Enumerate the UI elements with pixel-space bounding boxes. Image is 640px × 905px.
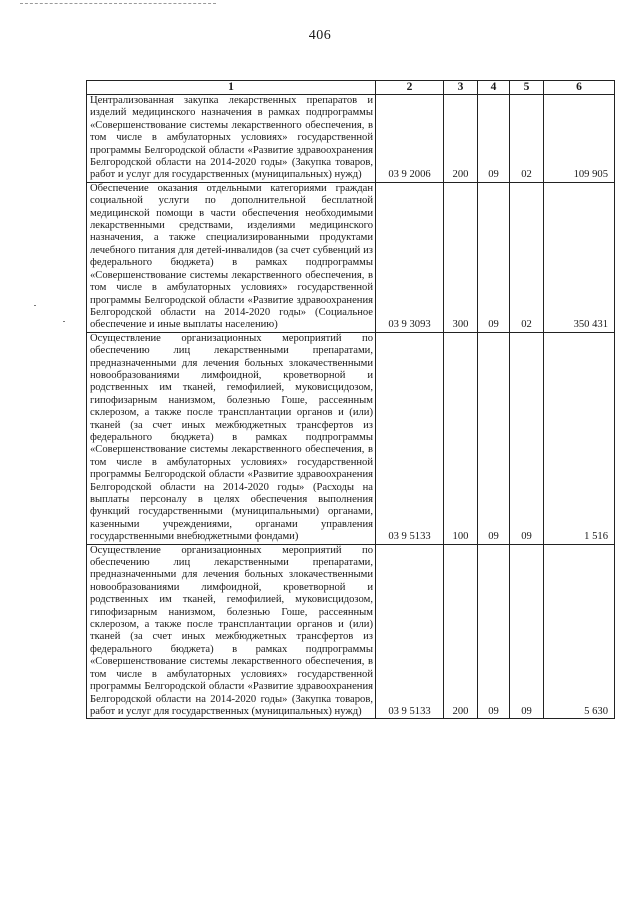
row-subsection: 09 [510,332,544,544]
table-row [87,544,615,719]
row-subsection: 02 [510,182,544,332]
budget-table [86,80,615,719]
row-section: 09 [478,332,510,544]
row-description: Осуществление организационных мероприятий по обеспечению лиц лекарственными препаратами, предназначенными для лечения больных злокачественными новообразованиями лимфоидной, кроветворной и родственных им тканей, гемофилией, муковисцидозом, гипофизарным нанизмом, болезнью Гоше, рассеянным склерозом, а также после трансплантации органов и (или) тканей (за счет иных межбюджетных трансфертов из федерального бюджета) в рамках подпрограммы «Совершенствование системы лекарственного обеспечения, в том числе в амбулаторных условиях» государственной программы Белгородской области «Развитие здравоохранения Белгородской области на 2014-2020 годы» (Закупка товаров, работ и услуг для государственных (муниципальных) нужд) [87,544,376,719]
row-expense-type: 100 [444,332,478,544]
scan-speck [34,305,36,306]
row-description: Централизованная закупка лекарственных препаратов и изделий медицинского назначения в рамках подпрограммы «Совершенствование системы лекарственного обеспечения, в том числе в амбулаторных условиях» государственной программы Белгородской области «Развитие здравоохранения Белгородской области на 2014-2020 годы» (Закупка товаров, работ и услуг для государственных (муниципальных) нужд) [87,95,376,183]
table-row [87,95,615,183]
table-row [87,332,615,544]
row-description: Обеспечение оказания отдельными категориями граждан социальной услуги по дополнительной бесплатной медицинской помощи в части обеспечения необходимыми лекарственными средствами, изделиями медицинского назначения, а также специализированными продуктами лечебного питания для детей-инвалидов (за счет субвенций из федерального бюджета) в рамках подпрограммы «Совершенствование системы лекарственного обеспечения, в том числе в амбулаторных условиях» государственной программы Белгородской области «Развитие здравоохранения Белгородской области на 2014-2020 годы» (Социальное обеспечение и иные выплаты населению) [87,182,376,332]
column-header-3: 3 [444,81,478,95]
row-subsection: 02 [510,95,544,183]
row-target-code: 03 9 5133 [376,544,444,719]
row-expense-type: 300 [444,182,478,332]
row-section: 09 [478,544,510,719]
row-amount: 350 431 [544,182,615,332]
row-expense-type: 200 [444,544,478,719]
row-amount: 109 905 [544,95,615,183]
row-target-code: 03 9 2006 [376,95,444,183]
row-amount: 1 516 [544,332,615,544]
row-expense-type: 200 [444,95,478,183]
row-amount: 5 630 [544,544,615,719]
row-subsection: 09 [510,544,544,719]
column-header-4: 4 [478,81,510,95]
page-number: 406 [308,28,332,43]
row-target-code: 03 9 3093 [376,182,444,332]
column-header-5: 5 [510,81,544,95]
row-section: 09 [478,182,510,332]
table-row [87,182,615,332]
column-header-2: 2 [376,81,444,95]
row-target-code: 03 9 5133 [376,332,444,544]
scan-speck [63,321,65,322]
column-header-6: 6 [544,81,615,95]
row-section: 09 [478,95,510,183]
scan-top-edge-line [20,3,216,4]
row-description: Осуществление организационных мероприятий по обеспечению лиц лекарственными препаратами, предназначенными для лечения больных злокачественными новообразованиями лимфоидной, кроветворной и родственных им тканей, гемофилией, муковисцидозом, гипофизарным нанизмом, болезнью Гоше, рассеянным склерозом, а также после трансплантации органов и (или) тканей (за счет иных межбюджетных трансфертов из федерального бюджета) в рамках подпрограммы «Совершенствование системы лекарственного обеспечения, в том числе в амбулаторных условиях» государственной программы Белгородской области «Развитие здравоохранения Белгородской области на 2014-2020 годы» (Расходы на выплаты персоналу в целях обеспечения выполнения функций государственными (муниципальными) органами, казенными учреждениями, органами управления государственными внебюджетными фондами) [87,332,376,544]
table-header-row [87,81,615,95]
column-header-1: 1 [87,81,376,95]
